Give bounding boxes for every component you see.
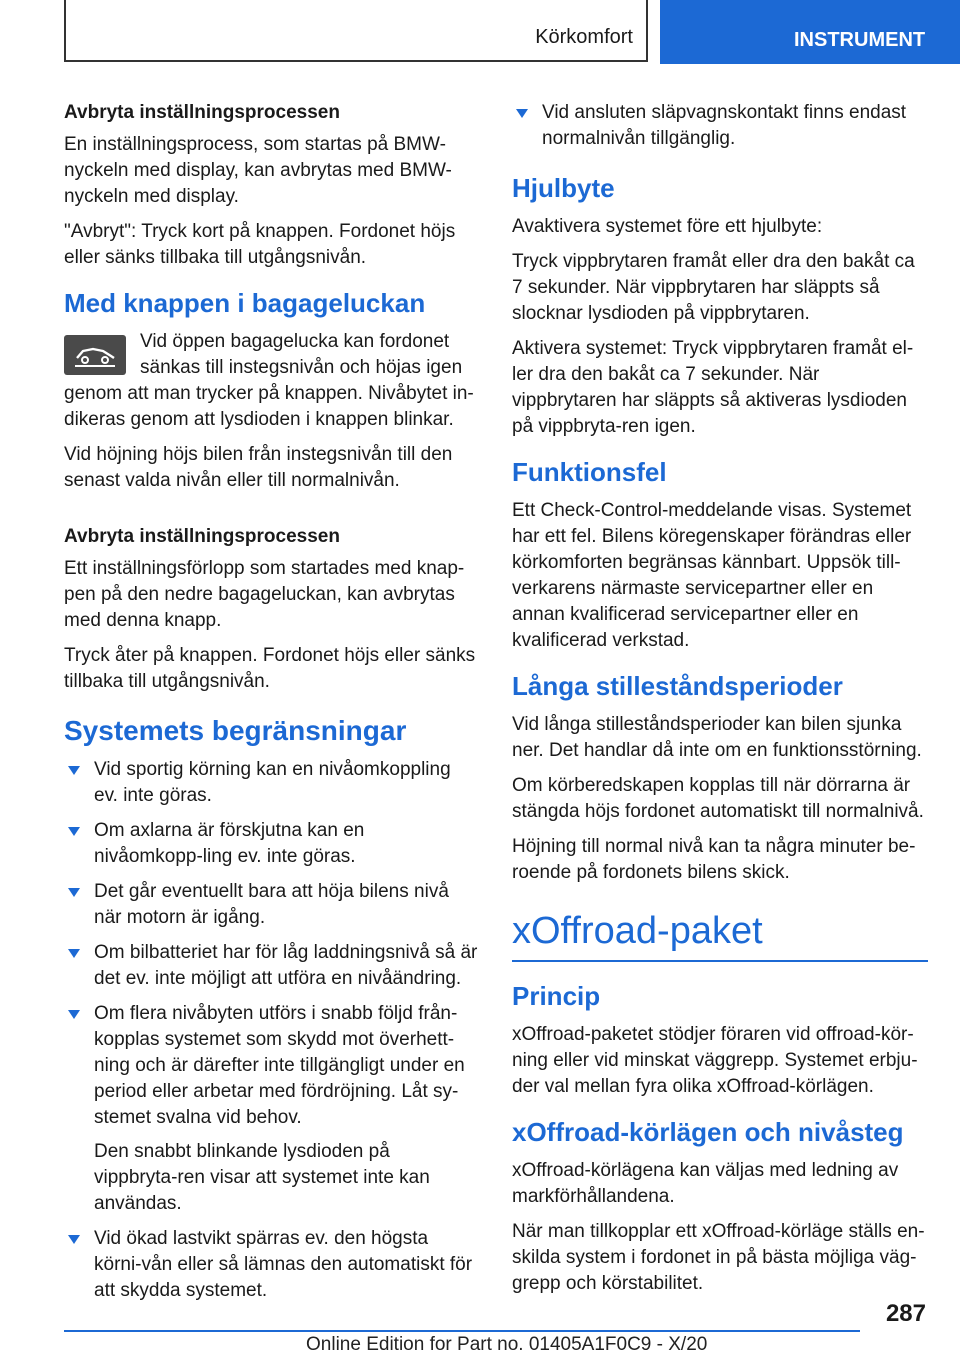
wheel-paragraph-1: Avaktivera systemet före ett hjulbyte: [512, 216, 823, 237]
triangle-bullet-icon [68, 888, 80, 897]
trunk-button-heading: Med knappen i bagageluckan [64, 288, 426, 318]
triangle-bullet-icon [68, 949, 80, 958]
triangle-bullet-icon [68, 827, 80, 836]
standstill-paragraph-1: Vid långa stilleståndsperioder kan bilen sjunka ner. Det handlar då inte om en funktionsstörning. [512, 714, 922, 761]
list-item-note: Den snabbt blinkande lysdioden på vippbryta-ren visar att systemet inte kan användas. [94, 1141, 430, 1214]
page-number: 287 [885, 1300, 926, 1327]
wheel-paragraph-3: Aktivera systemet: Tryck vippbrytaren framåt el-ler dra den bakåt ca 7 sekunder. När vippbrytaren har släppts så aktiveras lysdioden på vippbryta-ren igen. [512, 338, 914, 437]
principle-paragraph-1: xOffroad-paketet stödjer föraren vid offroad-kör-ning eller vid minskat väggrepp. Systemet erbju-der val mellan fyra olika xOffroad-körlägen. [512, 1024, 918, 1097]
abort-heading-2: Avbryta inställningsprocessen [64, 526, 340, 547]
list-item: Det går eventuellt bara att höja bilens nivå när motorn är igång. [64, 879, 478, 931]
trailer-list [512, 100, 928, 152]
abort2-paragraph-1: Ett inställningsförlopp som startades med knap-pen på den nedre bagageluckan, kan avbrytas med denna knapp. [64, 558, 465, 631]
right-column [512, 100, 928, 1306]
modes-paragraph-1: xOffroad-körlägena kan väljas med ledning av markförhållandena. [512, 1160, 899, 1207]
triangle-bullet-icon [68, 766, 80, 775]
xoffroad-chapter-title: xOffroad-paket [512, 908, 928, 962]
fault-heading: Funktionsfel [512, 457, 667, 487]
footer-edition: Online Edition for Part no. 01405A1F0C9 - X/20 [306, 1334, 708, 1355]
principle-heading: Princip [512, 981, 601, 1011]
triangle-bullet-icon [68, 1235, 80, 1244]
wheel-paragraph-2: Tryck vippbrytaren framåt eller dra den bakåt ca 7 sekunder. När vippbrytaren har släppts så slocknar lysdioden på vippbrytaren. [512, 251, 915, 324]
triangle-bullet-icon [516, 109, 528, 118]
standstill-heading: Långa stilleståndsperioder [512, 671, 843, 701]
vehicle-lift-icon [64, 335, 126, 375]
left-column [64, 100, 478, 1313]
abort-heading-1: Avbryta inställningsprocessen [64, 102, 340, 123]
list-item: Vid ansluten släpvagnskontakt finns endast normalnivån tillgänglig. [512, 100, 928, 152]
list-item: Vid sportig körning kan en nivåomkoppling ev. inte göras. [64, 757, 478, 809]
page-header [0, 0, 960, 66]
list-item: Vid ökad lastvikt spärras ev. den högsta körni-vån eller så lämnas den automatiskt för att skydda systemet. [64, 1226, 478, 1304]
trunk-paragraph-1: Vid öppen bagagelucka kan fordonet sänkas till instegsnivån och höjas igen genom att man trycker på knappen. Nivåbytet in-dikeras genom att lysdioden i knappen blinkar. [64, 331, 474, 430]
header-chapter-label: INSTRUMENT [794, 28, 926, 51]
list-item: Om bilbatteriet har för låg laddningsnivå så är det ev. inte möjligt att utföra en nivåändring. [64, 940, 478, 992]
abort-paragraph-2: "Avbryt": Tryck kort på knappen. Fordonet höjs eller sänks tillbaka till utgångsnivån. [64, 221, 456, 268]
triangle-bullet-icon [68, 1010, 80, 1019]
standstill-paragraph-2: Om körberedskapen kopplas till när dörrarna är stängda höjs fordonet automatiskt till normalnivå. [512, 775, 924, 822]
abort2-paragraph-2: Tryck åter på knappen. Fordonet höjs eller sänks tillbaka till utgångsnivån. [64, 645, 476, 692]
header-chapter-tab [660, 0, 960, 64]
limits-list [64, 757, 478, 1304]
fault-paragraph-1: Ett Check-Control-meddelande visas. Systemet har ett fel. Bilens köregenskaper förändras eller körkomforten begränsas kännbart. Uppsök till-verkarens närmaste servicepartner eller en annan kvalificerad servicepartner eller en kvalificerad verkstad. [512, 500, 912, 651]
list-item: Om axlarna är förskjutna kan en nivåomkopp-ling ev. inte göras. [64, 818, 478, 870]
modes-heading: xOffroad-körlägen och nivåsteg [512, 1117, 904, 1147]
abort-paragraph-1: En inställningsprocess, som startas på BMW-nyckeln med display, kan avbrytas med BMW-nyckeln med display. [64, 134, 452, 207]
header-section-label: Körkomfort [535, 26, 633, 48]
modes-paragraph-2: När man tillkopplar ett xOffroad-körläge ställs en-skilda system i fordonet in på bästa möjliga väg-grepp och körstabilitet. [512, 1221, 925, 1294]
standstill-paragraph-3: Höjning till normal nivå kan ta några minuter be-roende på fordonets bilens skick. [512, 836, 916, 883]
list-item: Om flera nivåbyten utförs i snabb följd från-kopplas systemet som skydd mot överhett-ning och är därefter inte tillgängligt under en period eller arbetar med fördröjning. Låt sy-stemet svalna vid behov. Den snabbt blinkande lysdioden på vippbryta-ren visar att systemet inte kan användas. [64, 1001, 478, 1217]
trunk-paragraph-2: Vid höjning höjs bilen från instegsnivån till den senast valda nivån eller till normalnivån. [64, 444, 453, 491]
footer-divider [64, 1330, 860, 1332]
limits-heading: Systemets begränsningar [64, 715, 407, 746]
wheel-change-heading: Hjulbyte [512, 173, 615, 203]
